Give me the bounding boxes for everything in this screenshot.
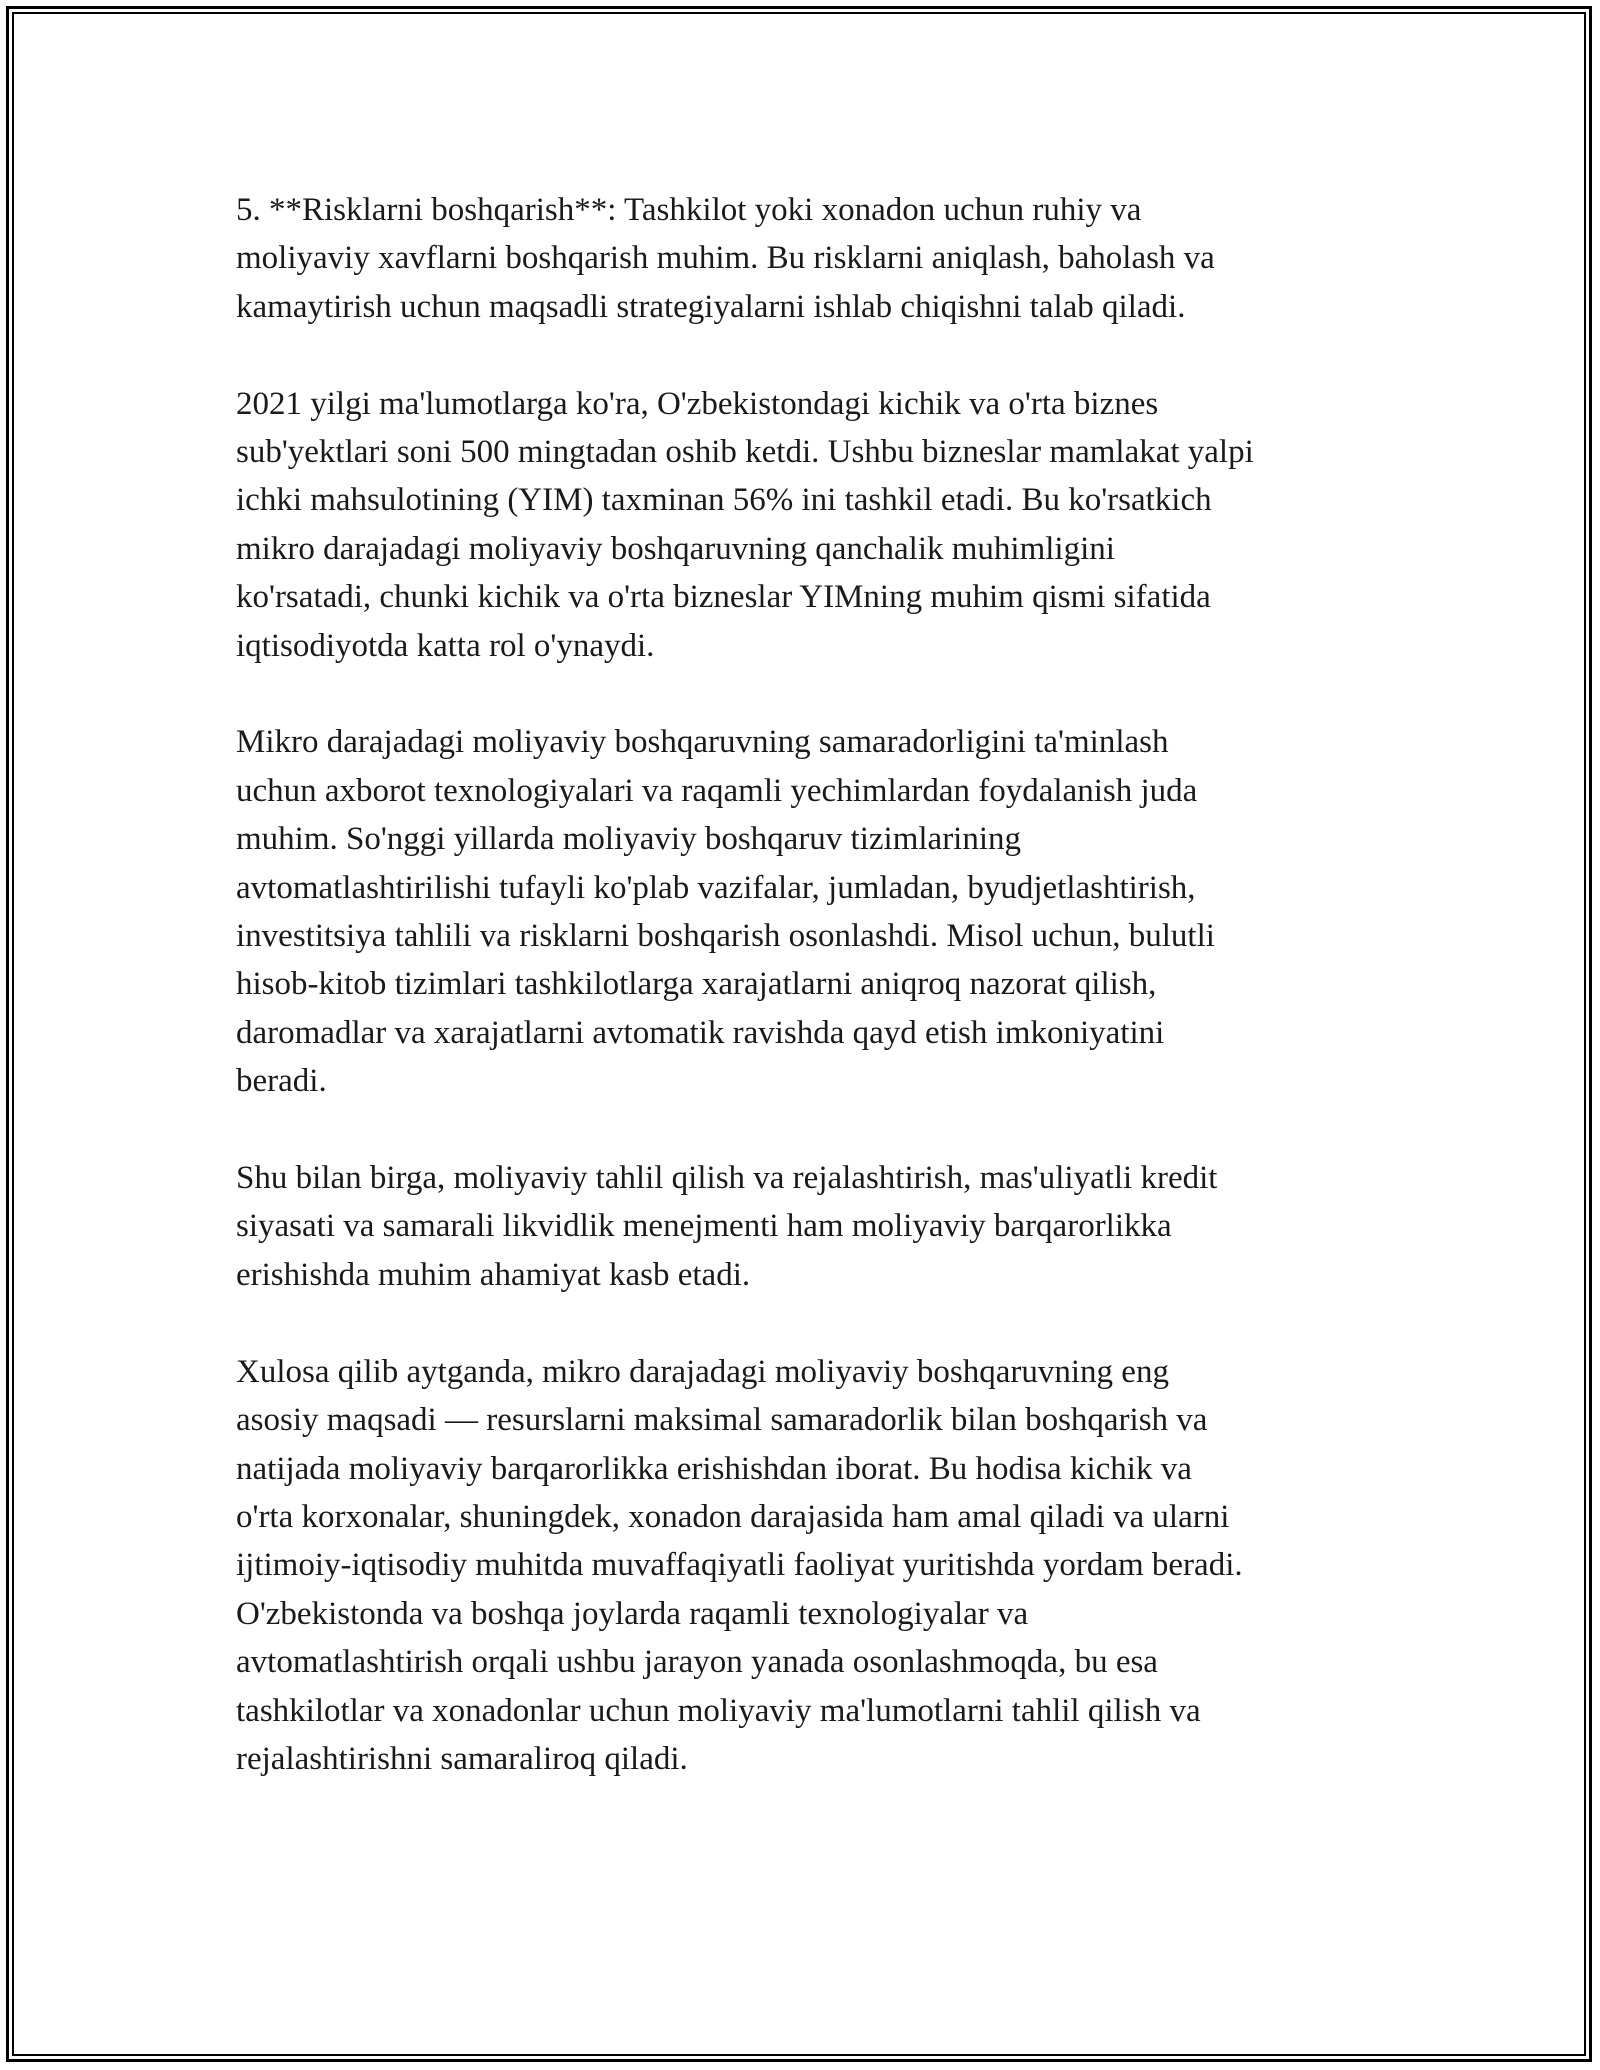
- text-line: natijada moliyaviy barqarorlikka erishishdan iborat. Bu hodisa kichik va: [236, 1450, 1192, 1487]
- text-line: tashkilotlar va xonadonlar uchun moliyaviy ma'lumotlarni tahlil qilish va: [236, 1692, 1201, 1729]
- text-line: kamaytirish uchun maqsadli strategiyalarni ishlab chiqishni talab qiladi.: [236, 288, 1186, 325]
- text-line: 2021 yilgi ma'lumotlarga ko'ra, O'zbekistondagi kichik va o'rta biznes: [236, 385, 1159, 422]
- text-line: ko'rsatadi, chunki kichik va o'rta bizneslar YIMning muhim qismi sifatida: [236, 579, 1211, 616]
- text-line: daromadlar va xarajatlarni avtomatik ravishda qayd etish imkoniyatini: [236, 1014, 1165, 1051]
- text-line: muhim. So'nggi yillarda moliyaviy boshqaruv tizimlarining: [236, 821, 1022, 858]
- text-line: investitsiya tahlili va risklarni boshqarish osonlashdi. Misol uchun, bulutli: [236, 918, 1215, 955]
- text-line: avtomatlashtirilishi tufayli ko'plab vazifalar, jumladan, byudjetlashtirish,: [236, 869, 1196, 906]
- text-line: rejalashtirishni samaraliroq qiladi.: [236, 1740, 688, 1777]
- text-line: Shu bilan birga, moliyaviy tahlil qilish va rejalashtirish, mas'uliyatli kredit: [236, 1160, 1218, 1197]
- text-line: mikro darajadagi moliyaviy boshqaruvning qanchalik muhimligini: [236, 530, 1115, 567]
- paragraph-financial-analysis: [236, 1154, 1376, 1299]
- text-line: sub'yektlari soni 500 mingtadan oshib ketdi. Ushbu bizneslar mamlakat yalpi: [236, 434, 1254, 471]
- text-line: beradi.: [236, 1063, 327, 1100]
- text-line: ichki mahsulotining (YIM) taxminan 56% ini tashkil etadi. Bu ko'rsatkich: [236, 482, 1212, 519]
- text-line: uchun axborot texnologiyalari va raqamli yechimlardan foydalanish juda: [236, 772, 1198, 809]
- text-line: erishishda muhim ahamiyat kasb etadi.: [236, 1256, 751, 1293]
- paragraph-it-solutions: [236, 718, 1376, 1105]
- paragraph-risk-management: [236, 186, 1376, 331]
- text-line: siyasati va samarali likvidlik menejmenti ham moliyaviy barqarorlikka: [236, 1208, 1172, 1245]
- text-line: ijtimoiy-iqtisodiy muhitda muvaffaqiyatli faoliyat yuritishda yordam beradi.: [236, 1547, 1243, 1584]
- text-line: Xulosa qilib aytganda, mikro darajadagi moliyaviy boshqaruvning eng: [236, 1353, 1169, 1390]
- paragraph-statistics-2021: [236, 380, 1376, 670]
- text-line: asosiy maqsadi — resurslarni maksimal samaradorlik bilan boshqarish va: [236, 1402, 1208, 1439]
- document-body: [236, 186, 1376, 1832]
- text-line: hisob-kitob tizimlari tashkilotlarga xarajatlarni aniqroq nazorat qilish,: [236, 966, 1157, 1003]
- text-line: Mikro darajadagi moliyaviy boshqaruvning samaradorligini ta'minlash: [236, 724, 1169, 761]
- paragraph-conclusion: [236, 1348, 1376, 1784]
- text-line: iqtisodiyotda katta rol o'ynaydi.: [236, 627, 655, 664]
- text-line: 5. **Risklarni boshqarish**: Tashkilot yoki xonadon uchun ruhiy va: [236, 192, 1142, 228]
- text-line: avtomatlashtirish orqali ushbu jarayon yanada osonlashmoqda, bu esa: [236, 1644, 1158, 1681]
- text-line: O'zbekistonda va boshqa joylarda raqamli texnologiyalar va: [236, 1595, 1029, 1632]
- text-line: o'rta korxonalar, shuningdek, xonadon darajasida ham amal qiladi va ularni: [236, 1498, 1230, 1535]
- text-line: moliyaviy xavflarni boshqarish muhim. Bu risklarni aniqlash, baholash va: [236, 240, 1215, 277]
